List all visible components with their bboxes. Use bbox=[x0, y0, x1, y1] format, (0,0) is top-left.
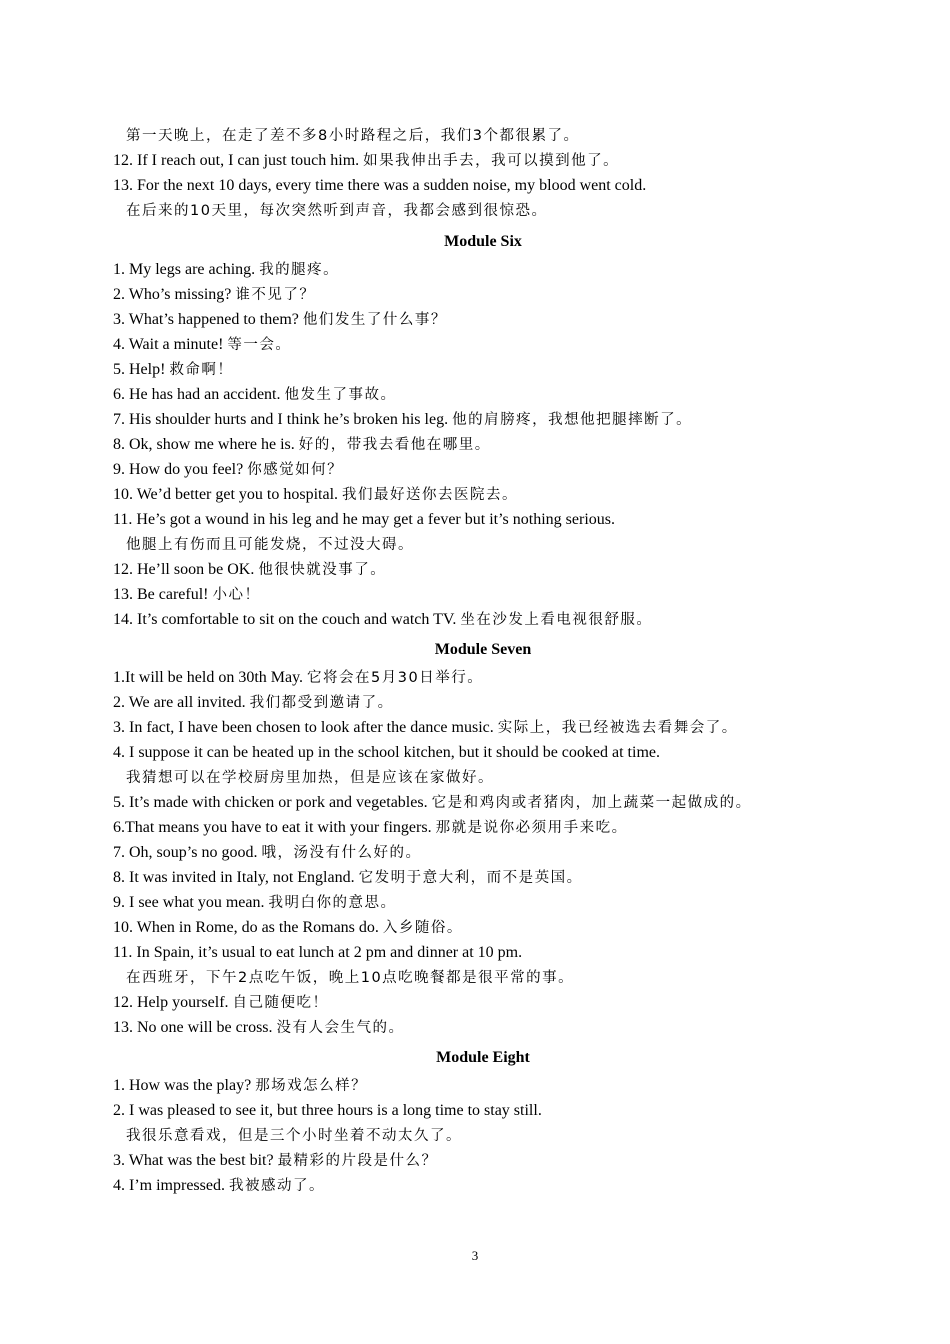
chinese-translation: 那就是说你必须用手来吃。 bbox=[435, 820, 628, 836]
sentence-line bbox=[113, 915, 853, 940]
chinese-translation: 他发生了事故。 bbox=[284, 387, 397, 403]
sentence-line bbox=[113, 582, 853, 607]
chinese-translation: 最精彩的片段是什么？ bbox=[277, 1153, 438, 1169]
english-sentence: 14. It’s comfortable to sit on the couch and watch TV. bbox=[113, 611, 457, 628]
chinese-translation: 没有人会生气的。 bbox=[276, 1020, 405, 1036]
page-number: 3 bbox=[471, 1248, 479, 1263]
module-eight-heading: Module Eight bbox=[436, 1049, 530, 1066]
english-sentence: 2. We are all invited. bbox=[113, 694, 246, 711]
sentence-line bbox=[113, 332, 853, 357]
sentence-line bbox=[113, 815, 853, 840]
sentence-line bbox=[113, 765, 853, 790]
sentence-line bbox=[113, 457, 853, 482]
english-sentence: 12. He’ll soon be OK. bbox=[113, 561, 255, 578]
sentence-line bbox=[113, 198, 853, 223]
english-sentence: 5. It’s made with chicken or pork and vegetables. bbox=[113, 794, 428, 811]
english-sentence: 4. I’m impressed. bbox=[113, 1177, 225, 1194]
chinese-translation: 谁不见了？ bbox=[235, 287, 316, 303]
sentence-line bbox=[113, 307, 853, 332]
chinese-translation: 我很乐意看戏，但是三个小时坐着不动太久了。 bbox=[126, 1128, 462, 1144]
chinese-translation: 在后来的10天里，每次突然听到声音，我都会感到很惊恐。 bbox=[126, 203, 548, 219]
sentence-line bbox=[113, 482, 853, 507]
chinese-translation: 他很快就没事了。 bbox=[258, 562, 387, 578]
english-sentence: 3. In fact, I have been chosen to look after the dance music. bbox=[113, 719, 494, 736]
chinese-translation: 好的，带我去看他在哪里。 bbox=[298, 437, 491, 453]
english-sentence: 1. My legs are aching. bbox=[113, 261, 256, 278]
sentence-line bbox=[113, 1173, 853, 1198]
sentence-line bbox=[113, 690, 853, 715]
module-seven-heading: Module Seven bbox=[434, 641, 532, 658]
sentence-line bbox=[113, 607, 853, 632]
sentence-line bbox=[113, 840, 853, 865]
module-six-lines bbox=[113, 257, 853, 632]
chinese-translation: 第一天晚上，在走了差不多8小时路程之后，我们3个都很累了。 bbox=[126, 128, 580, 144]
english-sentence: 12. Help yourself. bbox=[113, 994, 229, 1011]
sentence-line bbox=[113, 282, 853, 307]
chinese-translation: 我被感动了。 bbox=[228, 1178, 325, 1194]
sentence-line bbox=[113, 507, 853, 532]
module-six-heading: Module Six bbox=[444, 233, 522, 250]
sentence-line bbox=[113, 173, 853, 198]
chinese-translation: 我猜想可以在学校厨房里加热，但是应该在家做好。 bbox=[126, 770, 494, 786]
sentence-line bbox=[113, 1148, 853, 1173]
chinese-translation: 救命啊！ bbox=[169, 362, 234, 378]
sentence-line bbox=[113, 990, 853, 1015]
english-sentence: 1.It will be held on 30th May. bbox=[113, 669, 304, 686]
chinese-translation: 哦，汤没有什么好的。 bbox=[261, 845, 422, 861]
chinese-translation: 他们发生了什么事？ bbox=[302, 312, 447, 328]
english-sentence: 12. If I reach out, I can just touch him. bbox=[113, 152, 360, 169]
sentence-line bbox=[113, 940, 853, 965]
english-sentence: 11. In Spain, it’s usual to eat lunch at 2 pm and dinner at 10 pm. bbox=[113, 944, 523, 961]
sentence-line bbox=[113, 407, 853, 432]
chinese-translation: 你感觉如何？ bbox=[247, 462, 344, 478]
sentence-line bbox=[113, 1098, 853, 1123]
sentence-line bbox=[113, 1015, 853, 1040]
chinese-translation: 实际上，我已经被选去看舞会了。 bbox=[497, 720, 738, 736]
intro-section bbox=[113, 123, 853, 223]
chinese-translation: 坐在沙发上看电视很舒服。 bbox=[460, 612, 653, 628]
chinese-translation: 那场戏怎么样？ bbox=[255, 1078, 368, 1094]
chinese-translation: 在西班牙，下午2点吃午饭，晚上10点吃晚餐都是很平常的事。 bbox=[126, 970, 575, 986]
sentence-line bbox=[113, 740, 853, 765]
sentence-line bbox=[113, 1123, 853, 1148]
module-eight-section bbox=[113, 1043, 853, 1198]
chinese-translation: 入乡随俗。 bbox=[382, 920, 463, 936]
english-sentence: 7. Oh, soup’s no good. bbox=[113, 844, 258, 861]
chinese-translation: 他腿上有伤而且可能发烧，不过没大碍。 bbox=[126, 537, 414, 553]
sentence-line bbox=[113, 148, 853, 173]
module-six-section bbox=[113, 227, 853, 632]
sentence-line bbox=[113, 865, 853, 890]
english-sentence: 4. I suppose it can be heated up in the school kitchen, but it should be cooked at time. bbox=[113, 744, 660, 761]
english-sentence: 1. How was the play? bbox=[113, 1077, 252, 1094]
chinese-translation: 如果我伸出手去，我可以摸到他了。 bbox=[363, 153, 620, 169]
english-sentence: 4. Wait a minute! bbox=[113, 336, 224, 353]
english-sentence: 8. It was invited in Italy, not England. bbox=[113, 869, 355, 886]
sentence-line bbox=[113, 715, 853, 740]
sentence-line bbox=[113, 790, 853, 815]
sentence-line bbox=[113, 665, 853, 690]
chinese-translation: 自己随便吃！ bbox=[232, 995, 329, 1011]
sentence-line bbox=[113, 532, 853, 557]
chinese-translation: 小心！ bbox=[212, 587, 261, 603]
sentence-line bbox=[113, 382, 853, 407]
sentence-line bbox=[113, 965, 853, 990]
english-sentence: 10. We’d better get you to hospital. bbox=[113, 486, 339, 503]
chinese-translation: 我明白你的意思。 bbox=[268, 895, 397, 911]
english-sentence: 6.That means you have to eat it with your fingers. bbox=[113, 819, 432, 836]
sentence-line bbox=[113, 257, 853, 282]
sentence-line bbox=[113, 357, 853, 382]
sentence-line bbox=[113, 557, 853, 582]
english-sentence: 13. For the next 10 days, every time there was a sudden noise, my blood went cold. bbox=[113, 177, 647, 194]
english-sentence: 6. He has had an accident. bbox=[113, 386, 281, 403]
chinese-translation: 我们都受到邀请了。 bbox=[249, 695, 394, 711]
chinese-translation: 它发明于意大利，而不是英国。 bbox=[358, 870, 583, 886]
english-sentence: 10. When in Rome, do as the Romans do. bbox=[113, 919, 379, 936]
module-seven-lines bbox=[113, 665, 853, 1040]
sentence-line bbox=[113, 1073, 853, 1098]
english-sentence: 3. What’s happened to them? bbox=[113, 311, 299, 328]
english-sentence: 9. How do you feel? bbox=[113, 461, 244, 478]
sentence-line bbox=[113, 432, 853, 457]
sentence-line bbox=[113, 123, 853, 148]
chinese-translation: 它将会在5月30日举行。 bbox=[307, 670, 484, 686]
english-sentence: 8. Ok, show me where he is. bbox=[113, 436, 295, 453]
module-seven-section bbox=[113, 635, 853, 1040]
chinese-translation: 我们最好送你去医院去。 bbox=[342, 487, 519, 503]
english-sentence: 11. He’s got a wound in his leg and he may get a fever but it’s nothing serious. bbox=[113, 511, 615, 528]
english-sentence: 5. Help! bbox=[113, 361, 166, 378]
english-sentence: 9. I see what you mean. bbox=[113, 894, 265, 911]
english-sentence: 2. I was pleased to see it, but three hours is a long time to stay still. bbox=[113, 1102, 542, 1119]
chinese-translation: 等一会。 bbox=[227, 337, 292, 353]
english-sentence: 13. Be careful! bbox=[113, 586, 209, 603]
chinese-translation: 他的肩膀疼，我想他把腿摔断了。 bbox=[452, 412, 693, 428]
chinese-translation: 它是和鸡肉或者猪肉，加上蔬菜一起做成的。 bbox=[431, 795, 752, 811]
module-eight-lines bbox=[113, 1073, 853, 1198]
english-sentence: 7. His shoulder hurts and I think he’s broken his leg. bbox=[113, 411, 449, 428]
english-sentence: 3. What was the best bit? bbox=[113, 1152, 274, 1169]
sentence-line bbox=[113, 890, 853, 915]
english-sentence: 2. Who’s missing? bbox=[113, 286, 232, 303]
chinese-translation: 我的腿疼。 bbox=[259, 262, 340, 278]
english-sentence: 13. No one will be cross. bbox=[113, 1019, 273, 1036]
